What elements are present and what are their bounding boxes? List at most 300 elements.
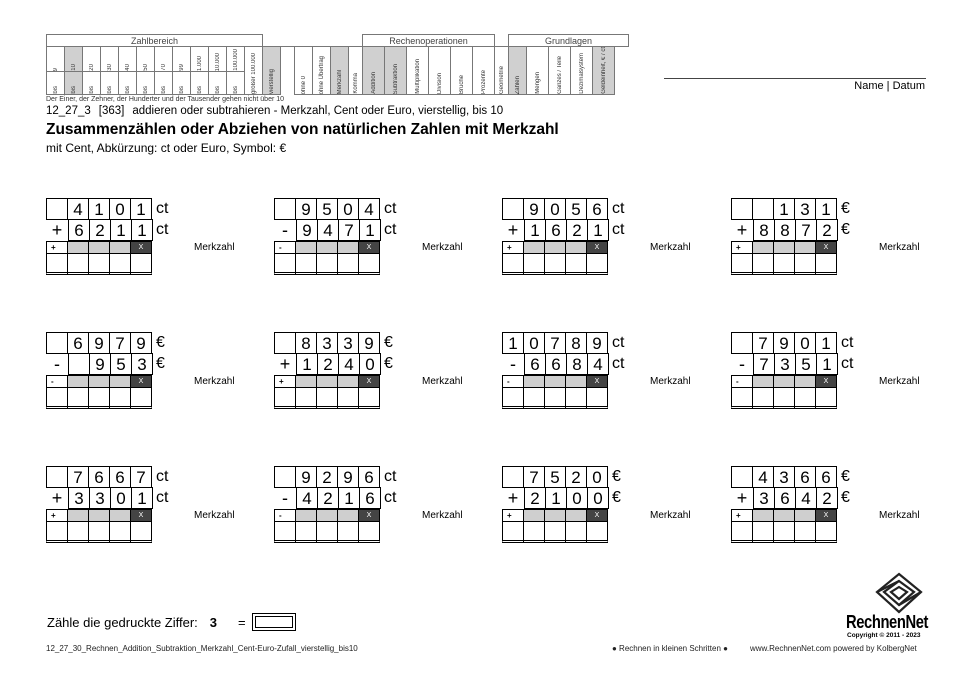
- digit-cell: 3: [89, 487, 111, 509]
- second-number: [753, 487, 838, 509]
- unit-label: €: [841, 489, 850, 506]
- result-cell[interactable]: [358, 253, 380, 275]
- result-cell[interactable]: [565, 253, 587, 275]
- result-cell[interactable]: [46, 387, 68, 409]
- bis-label: bis: [196, 86, 203, 94]
- carry-blocked-cell: X: [815, 509, 837, 522]
- result-cell[interactable]: [358, 387, 380, 409]
- grundlagen-geldeinheit: Geldeinheit, € / ct: [600, 47, 607, 94]
- result-cell[interactable]: [67, 387, 89, 409]
- result-cell[interactable]: [109, 253, 131, 275]
- count-task: [47, 615, 217, 630]
- problem-6: [274, 332, 494, 412]
- result-cell[interactable]: [337, 253, 359, 275]
- problem-10: [274, 466, 494, 546]
- digit-cell: 3: [68, 487, 90, 509]
- range-value: 1.000: [196, 55, 203, 71]
- result-cell[interactable]: [67, 253, 89, 275]
- brand-name: RechnenNet: [846, 612, 929, 632]
- digit-cell: 2: [317, 353, 339, 375]
- digit-cell: 1: [130, 198, 152, 220]
- bis-label: bis: [160, 86, 167, 94]
- result-cell[interactable]: [773, 387, 795, 409]
- result-cell[interactable]: [544, 253, 566, 275]
- result-cell[interactable]: [794, 521, 816, 543]
- result-cell[interactable]: [815, 253, 837, 275]
- digit-cell: [46, 466, 68, 488]
- digit-cell: 3: [794, 198, 816, 220]
- merkzahl-label: Merkzahl: [879, 242, 920, 253]
- problem-3: [502, 198, 722, 278]
- flag-ohne-0: ohne 0: [300, 75, 307, 94]
- digit-cell: 6: [545, 219, 567, 241]
- digit-cell: [731, 466, 753, 488]
- copyright: Copyright © 2011 - 2023: [847, 632, 921, 639]
- digit-cell: 8: [774, 219, 796, 241]
- worksheet-code-line: [46, 105, 511, 117]
- problem-2: [274, 198, 494, 278]
- range-value: 10.000: [214, 52, 221, 71]
- result-cell[interactable]: [274, 387, 296, 409]
- result-row: [46, 387, 152, 409]
- second-number: [524, 487, 609, 509]
- digit-cell: 1: [110, 219, 132, 241]
- flag-komma: Komma: [352, 73, 359, 94]
- carry-blocked-cell: X: [815, 241, 837, 254]
- unit-label: ct: [384, 489, 397, 506]
- merkzahl-label: Merkzahl: [650, 376, 691, 387]
- result-cell[interactable]: [502, 521, 524, 543]
- unit-label: €: [156, 355, 165, 372]
- op-subtraktion: Subtraktion: [392, 63, 399, 94]
- digit-cell: 7: [338, 219, 360, 241]
- category-table: [46, 34, 629, 95]
- carry-operator: +: [274, 375, 296, 388]
- result-cell[interactable]: [337, 387, 359, 409]
- digit-cell: 4: [67, 198, 89, 220]
- worksheet-description: addieren oder subtrahieren - Merkzahl, Cent oder Euro, vierstellig, bis 10: [132, 105, 504, 117]
- result-row: [731, 521, 837, 543]
- range-value: 30: [106, 64, 113, 71]
- digit-cell: 0: [566, 487, 588, 509]
- page-subtitle: mit Cent, Abkürzung: ct oder Euro, Symbol: €: [46, 141, 287, 155]
- merkzahl-label: Merkzahl: [879, 376, 920, 387]
- digit-cell: 6: [358, 466, 380, 488]
- digit-cell: [502, 198, 524, 220]
- digit-cell: 6: [774, 487, 796, 509]
- digit-cell: 6: [586, 198, 608, 220]
- digit-cell: 9: [295, 466, 317, 488]
- result-cell[interactable]: [565, 387, 587, 409]
- op-brueche: Brüche: [458, 74, 465, 94]
- digit-cell: [274, 332, 296, 354]
- result-row: [502, 253, 608, 275]
- grundlagen-dezimalsystem: Dezimalsystem: [578, 53, 585, 94]
- first-number: [46, 466, 152, 488]
- digit-cell: 7: [109, 332, 131, 354]
- digit-cell: 2: [316, 466, 338, 488]
- digit-cell: 6: [794, 466, 816, 488]
- digit-cell: 0: [359, 353, 381, 375]
- unit-label: ct: [841, 355, 854, 372]
- digit-cell: 1: [587, 219, 609, 241]
- unit-label: €: [841, 221, 850, 238]
- unit-label: ct: [612, 334, 625, 351]
- digit-cell: 0: [523, 332, 545, 354]
- count-equals: =: [238, 615, 246, 630]
- merkzahl-label: Merkzahl: [194, 376, 235, 387]
- result-cell[interactable]: [523, 253, 545, 275]
- result-cell[interactable]: [88, 521, 110, 543]
- digit-cell: 4: [795, 487, 817, 509]
- merkzahl-label: Merkzahl: [650, 242, 691, 253]
- digit-cell: 1: [359, 219, 381, 241]
- digit-cell: 2: [524, 487, 546, 509]
- operator-sign: +: [507, 488, 519, 508]
- digit-cell: 5: [795, 353, 817, 375]
- digit-cell: 8: [295, 332, 317, 354]
- first-number: [46, 198, 152, 220]
- operator-sign: +: [507, 220, 519, 240]
- result-cell[interactable]: [316, 387, 338, 409]
- operator-sign: +: [736, 488, 748, 508]
- problem-12: [731, 466, 951, 546]
- result-cell[interactable]: [274, 253, 296, 275]
- unit-label: ct: [384, 221, 397, 238]
- first-number: [502, 198, 608, 220]
- unit-label: €: [384, 334, 393, 351]
- carry-blocked-cell: X: [815, 375, 837, 388]
- result-cell[interactable]: [815, 521, 837, 543]
- bis-label: bis: [232, 86, 239, 94]
- range-value: 100.000: [232, 49, 239, 71]
- second-number: [68, 219, 153, 241]
- result-cell[interactable]: [731, 253, 753, 275]
- unit-label: ct: [841, 334, 854, 351]
- problem-5: [46, 332, 266, 412]
- range-value: 9: [52, 67, 59, 71]
- problem-4: [731, 198, 951, 278]
- result-cell[interactable]: [88, 387, 110, 409]
- range-value: 20: [88, 64, 95, 71]
- digit-cell: 9: [130, 332, 152, 354]
- second-number: [753, 219, 838, 241]
- second-number: [296, 487, 381, 509]
- result-cell[interactable]: [586, 387, 608, 409]
- digit-cell: 5: [565, 198, 587, 220]
- digit-cell: 3: [131, 353, 153, 375]
- first-number: [502, 332, 608, 354]
- result-cell[interactable]: [67, 521, 89, 543]
- operator-sign: +: [51, 488, 63, 508]
- digit-cell: 7: [795, 219, 817, 241]
- digit-cell: 1: [338, 487, 360, 509]
- problem-9: [46, 466, 266, 546]
- range-value: 10: [70, 64, 77, 71]
- operator-sign: -: [510, 354, 516, 374]
- problem-1: [46, 198, 266, 278]
- digit-cell: 9: [337, 466, 359, 488]
- result-cell[interactable]: [337, 521, 359, 543]
- count-digit: 3: [209, 615, 218, 630]
- result-cell[interactable]: [130, 387, 152, 409]
- carry-blocked-cell: X: [358, 241, 380, 254]
- bis-label: bis: [142, 86, 149, 94]
- digit-cell: 3: [773, 466, 795, 488]
- operator-sign: -: [54, 354, 60, 374]
- unit-label: €: [841, 200, 850, 217]
- unit-label: ct: [612, 200, 625, 217]
- first-number: [502, 466, 608, 488]
- result-cell[interactable]: [46, 253, 68, 275]
- result-cell[interactable]: [523, 387, 545, 409]
- grundlagen-zahlen: Zahlen: [514, 75, 521, 94]
- result-row: [46, 521, 152, 543]
- digit-cell: 4: [317, 219, 339, 241]
- result-cell[interactable]: [731, 387, 753, 409]
- digit-cell: [731, 332, 753, 354]
- digit-cell: 6: [88, 466, 110, 488]
- digit-cell: 7: [130, 466, 152, 488]
- digit-cell: 7: [544, 332, 566, 354]
- digit-cell: 2: [89, 219, 111, 241]
- result-cell[interactable]: [523, 521, 545, 543]
- result-cell[interactable]: [544, 387, 566, 409]
- digit-cell: [752, 198, 774, 220]
- digit-cell: 1: [815, 198, 837, 220]
- section-rechenoperationen: Rechenoperationen: [363, 35, 495, 47]
- count-label: Zähle die gedruckte Ziffer:: [47, 615, 198, 630]
- second-number: [753, 353, 838, 375]
- digit-cell: 0: [587, 487, 609, 509]
- carry-operator: +: [731, 241, 753, 254]
- digit-cell: [274, 466, 296, 488]
- result-row: [274, 521, 380, 543]
- result-cell[interactable]: [794, 387, 816, 409]
- merkzahl-label: Merkzahl: [650, 510, 691, 521]
- result-cell[interactable]: [544, 521, 566, 543]
- unit-label: ct: [612, 221, 625, 238]
- range-value: 70: [160, 64, 167, 71]
- result-cell[interactable]: [586, 253, 608, 275]
- digit-cell: [46, 332, 68, 354]
- unit-label: €: [612, 489, 621, 506]
- unit-label: €: [156, 334, 165, 351]
- carry-blocked-cell: X: [130, 241, 152, 254]
- digit-cell: 0: [544, 198, 566, 220]
- merkzahl-label: Merkzahl: [422, 510, 463, 521]
- result-row: [274, 387, 380, 409]
- digit-cell: 1: [131, 219, 153, 241]
- digit-cell: 9: [296, 219, 318, 241]
- digit-cell: 2: [565, 466, 587, 488]
- digit-cell: 3: [337, 332, 359, 354]
- digit-cell: 1: [545, 487, 567, 509]
- result-cell[interactable]: [130, 521, 152, 543]
- result-cell[interactable]: [358, 521, 380, 543]
- result-cell[interactable]: [773, 253, 795, 275]
- op-addition: Addition: [370, 72, 377, 94]
- result-cell[interactable]: [502, 253, 524, 275]
- merkzahl-label: Merkzahl: [422, 242, 463, 253]
- digit-cell: 6: [524, 353, 546, 375]
- result-cell[interactable]: [752, 253, 774, 275]
- carry-blocked-cell: X: [358, 509, 380, 522]
- bis-label: bis: [106, 86, 113, 94]
- unit-label: €: [612, 468, 621, 485]
- result-cell[interactable]: [46, 521, 68, 543]
- unit-label: ct: [156, 200, 169, 217]
- result-cell[interactable]: [274, 521, 296, 543]
- bis-label: bis: [70, 86, 77, 94]
- carry-operator: -: [731, 375, 753, 388]
- operator-sign: -: [282, 220, 288, 240]
- result-cell[interactable]: [316, 521, 338, 543]
- merkzahl-label: Merkzahl: [422, 376, 463, 387]
- range-value: 40: [124, 64, 131, 71]
- flag-merkzahl: Merkzahl: [336, 69, 343, 94]
- digit-cell: 9: [773, 332, 795, 354]
- range-value: 99: [178, 64, 185, 71]
- carry-operator: +: [731, 509, 753, 522]
- carry-blocked-cell: X: [358, 375, 380, 388]
- carry-operator: +: [46, 509, 68, 522]
- rechnennet-logo-icon: [874, 572, 924, 614]
- result-cell[interactable]: [815, 387, 837, 409]
- file-name: 12_27_30_Rechnen_Addition_Subtraktion_Merkzahl_Cent-Euro-Zufall_vierstellig_bis10: [46, 644, 358, 653]
- result-cell[interactable]: [109, 521, 131, 543]
- grundlagen-mengen: Mengen: [534, 72, 541, 94]
- result-cell[interactable]: [586, 521, 608, 543]
- digit-cell: 0: [586, 466, 608, 488]
- unit-label: ct: [156, 489, 169, 506]
- digit-cell: 2: [816, 219, 838, 241]
- result-cell[interactable]: [752, 387, 774, 409]
- digit-cell: 9: [295, 198, 317, 220]
- bis-label: bis: [178, 86, 185, 94]
- digit-cell: 5: [110, 353, 132, 375]
- digit-cell: 9: [523, 198, 545, 220]
- result-cell[interactable]: [295, 253, 317, 275]
- second-number: [524, 219, 609, 241]
- digit-cell: 4: [338, 353, 360, 375]
- result-cell[interactable]: [88, 253, 110, 275]
- digit-cell: 3: [774, 353, 796, 375]
- digit-cell: 0: [337, 198, 359, 220]
- digit-cell: 2: [317, 487, 339, 509]
- digit-cell: 9: [358, 332, 380, 354]
- problem-7: [502, 332, 722, 412]
- name-date-label: Name | Datum: [854, 80, 925, 92]
- grundlagen-ganzes-teile: Ganzes / Teile: [556, 56, 563, 94]
- operator-sign: +: [51, 220, 63, 240]
- carry-operator: -: [274, 241, 296, 254]
- digit-cell: [68, 353, 90, 375]
- op-multiplikation: Multiplikation: [414, 59, 421, 94]
- carry-blocked-cell: X: [130, 375, 152, 388]
- first-number: [274, 332, 380, 354]
- result-row: [46, 253, 152, 275]
- carry-operator: -: [502, 375, 524, 388]
- carry-blocked-cell: X: [586, 509, 608, 522]
- digit-cell: 7: [752, 332, 774, 354]
- digit-cell: 2: [566, 219, 588, 241]
- result-cell[interactable]: [752, 521, 774, 543]
- site-link[interactable]: www.RechnenNet.com powered by KolbergNet: [750, 644, 917, 653]
- problem-11: [502, 466, 722, 546]
- digit-cell: 2: [816, 487, 838, 509]
- name-date-line: [664, 78, 926, 79]
- result-cell[interactable]: [316, 253, 338, 275]
- result-cell[interactable]: [295, 387, 317, 409]
- digit-cell: 7: [523, 466, 545, 488]
- digit-cell: 4: [587, 353, 609, 375]
- digit-cell: 0: [110, 487, 132, 509]
- result-cell[interactable]: [502, 387, 524, 409]
- first-number: [274, 466, 380, 488]
- carry-blocked-cell: X: [586, 241, 608, 254]
- second-number: [524, 353, 609, 375]
- digit-cell: 6: [359, 487, 381, 509]
- result-cell[interactable]: [295, 521, 317, 543]
- first-number: [731, 332, 837, 354]
- problem-8: [731, 332, 951, 412]
- count-answer-box[interactable]: [252, 613, 296, 631]
- carry-operator: +: [46, 241, 68, 254]
- digit-cell: 9: [586, 332, 608, 354]
- result-cell[interactable]: [773, 521, 795, 543]
- result-cell[interactable]: [565, 521, 587, 543]
- unit-label: €: [384, 355, 393, 372]
- digit-cell: 5: [316, 198, 338, 220]
- result-cell[interactable]: [794, 253, 816, 275]
- operator-sign: +: [279, 354, 291, 374]
- digit-cell: 5: [544, 466, 566, 488]
- unit-label: ct: [156, 468, 169, 485]
- unit-label: ct: [156, 221, 169, 238]
- second-number: [68, 353, 153, 375]
- section-grundlagen: Grundlagen: [509, 35, 629, 47]
- header-note: Der Einer, der Zehner, der Hunderter und der Tausender gehen nicht über 10: [46, 96, 285, 103]
- result-cell[interactable]: [109, 387, 131, 409]
- range-greater: größer 100.000: [250, 52, 257, 94]
- digit-cell: [502, 466, 524, 488]
- result-cell[interactable]: [130, 253, 152, 275]
- digit-cell: [274, 198, 296, 220]
- geometrie-label: Geometrie: [498, 65, 505, 94]
- digit-cell: 6: [109, 466, 131, 488]
- slogan: ● Rechnen in kleinen Schritten ●: [612, 644, 728, 653]
- digit-cell: 6: [545, 353, 567, 375]
- first-number: [274, 198, 380, 220]
- first-number: [731, 198, 837, 220]
- worksheet-number: [363]: [98, 105, 125, 117]
- result-row: [502, 521, 608, 543]
- digit-cell: [731, 198, 753, 220]
- digit-cell: 1: [88, 198, 110, 220]
- second-number: [296, 353, 381, 375]
- result-cell[interactable]: [731, 521, 753, 543]
- digit-cell: 8: [565, 332, 587, 354]
- merkzahl-label: Merkzahl: [194, 242, 235, 253]
- operator-sign: -: [282, 488, 288, 508]
- page-title: Zusammenzählen oder Abziehen von natürlichen Zahlen mit Merkzahl: [46, 121, 559, 138]
- digit-cell: 3: [316, 332, 338, 354]
- digit-cell: 8: [753, 219, 775, 241]
- bis-label: bis: [124, 86, 131, 94]
- bis-label: bis: [88, 86, 95, 94]
- second-number: [68, 487, 153, 509]
